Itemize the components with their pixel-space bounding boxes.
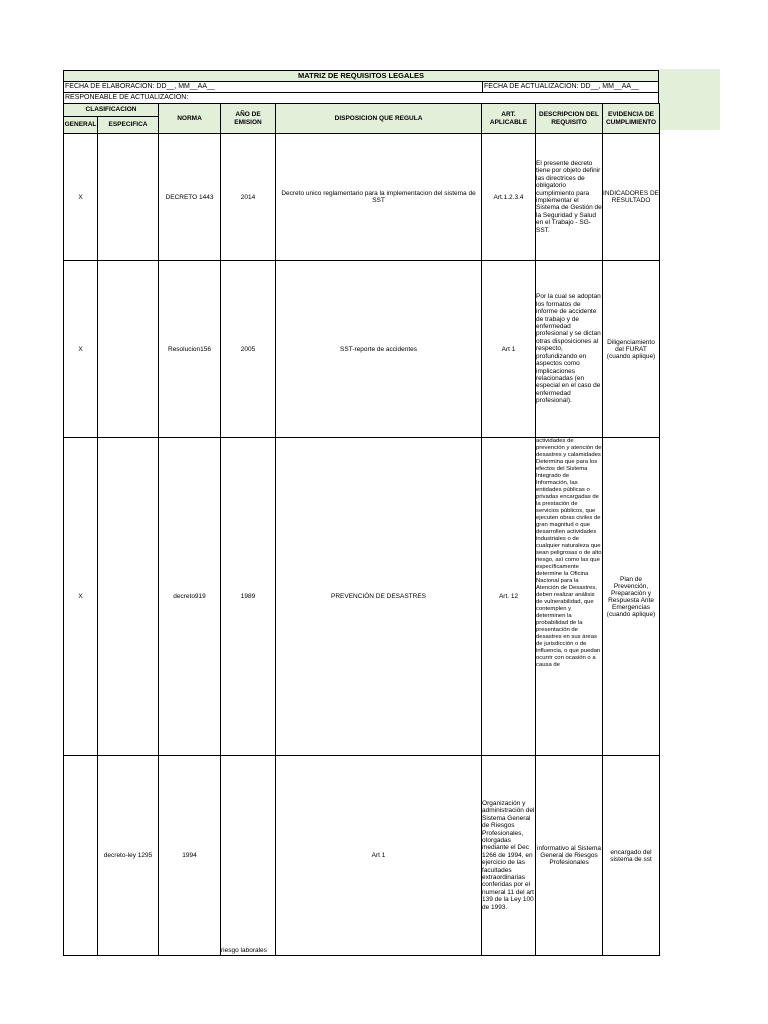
responsable: RESPONEABLE DE ACTUALIZACION: [65,94,189,101]
cell-general: X [64,261,98,438]
cell-evidencia: encargado del sistema de sst [603,756,660,956]
cell-anio: 1989 [221,438,276,756]
cell-especifica: decreto-ley 1295 [98,756,159,956]
dates-row [63,81,659,92]
table-row [64,756,660,956]
cell-descripcion: actividades de prevención y atención de desastres y calamidades Determina que para los efectos del Sistema Integrado de Información, las entidades públicas o privadas encargadas de la prestación de servicios públicos, que ejecuten obras civiles de gran magnitud o que desarrollen actividades industriales o de cualquier naturaleza que sean peligrosas o de alto riesgo, así como las que específicamente determine la Oficina Nacional para la Atención de Desastres, deben realizar análisis de vulnerabilidad, que contemplen y determinen la probabilidad de la presentación de desastres en sus áreas de jurisdicción o de influencia, o que puedan ocurrir con ocasión o a causa de [536,438,603,756]
header-clasificacion: CLASIFICACION [64,104,159,117]
cell-anio: 2005 [221,261,276,438]
cell-evidencia: Plan de Prevención, Preparación y Respuesta Ante Emergencias (cuando aplique) [603,438,660,756]
cell-descripcion: Por la cual se adoptan los formatos de informe de accidente de trabajo y de enfermedad profesional y se dictan otras disposiciones al respecto, profundizando en aspectos como implicaciones relacionadas (en especial en el caso de enfermedad profesional). [536,261,603,438]
cell-general: X [64,134,98,261]
table-row [64,134,660,261]
table-row [64,261,660,438]
cell-art: Art 1 [482,261,536,438]
legal-requirements-sheet [63,70,659,956]
cell-evidencia: Diligenciamiento del FURAT (cuando aplique) [603,261,660,438]
header-anio: AÑO DE EMISION [221,104,276,134]
cell-especifica [98,261,159,438]
cell-norma: Resolucion156 [159,261,221,438]
green-fill-block [658,69,720,130]
cell-disposicion: PREVENCIÓN DE DESASTRES [276,438,482,756]
cell-general: X [64,438,98,756]
header-general: GENERAL [64,117,98,134]
fecha-elaboracion: FECHA DE ELABORACION: DD__, MM__AA__ [65,83,215,90]
cell-disposicion: Decreto unico reglamentario para la implementacion del sistema de SST [276,134,482,261]
title-row [63,70,659,81]
cell-evidencia: INDICADORES DE RESULTADO [603,134,660,261]
matrix-title: MATRIZ DE REQUISITOS LEGALES [298,71,424,80]
requirements-table [63,103,660,956]
header-evidencia: EVIDENCIA DE CUMPLIMIENTO [603,104,660,134]
cell-especifica [98,438,159,756]
header-norma: NORMA [159,104,221,134]
responsible-row [63,92,659,103]
fecha-actualizacion: FECHA DE ACTUALIZACION: DD__, MM__AA__ [482,82,662,92]
cell-anio: 2014 [221,134,276,261]
table-row [64,438,660,756]
cell-disposicion: Art 1 [276,756,482,956]
riesgo-laborales-note: riesgo laborales [221,947,267,954]
cell-art: Organización y administración del Sistema General de Riesgos Profesionales, otorgadas mediante el Dec 1266 de 1994, en ejercicio de las facultades extraordinarias conferidas por el numeral 11 del art 139 de la Ley 100 de 1993. [482,756,536,956]
cell-art: Art. 12 [482,438,536,756]
cell-especifica [98,134,159,261]
cell-descripcion: informativo al Sistema General de Riesgos Profesionales [536,756,603,956]
cell-disposicion: SST-reporte de accidentes [276,261,482,438]
cell-norma: decreto919 [159,438,221,756]
header-art: ART. APLICABLE [482,104,536,134]
header-disposicion: DISPOSICION QUE REGULA [276,104,482,134]
cell-anio [221,756,276,956]
header-especifica: ESPECIFICA [98,117,159,134]
cell-norma: 1994 [159,756,221,956]
header-descripcion: DESCRIPCION DEL REQUISITO [536,104,603,134]
cell-art: Art.1.2.3.4 [482,134,536,261]
cell-descripcion: El presente decreto tiene por objeto definir las directrices de obligatorio cumplimiento para implementar el Sistema de Gestión de la Seguridad y Salud en el Trabajo - SG-SST. [536,134,603,261]
cell-general [64,756,98,956]
cell-norma: DECRETO 1443 [159,134,221,261]
